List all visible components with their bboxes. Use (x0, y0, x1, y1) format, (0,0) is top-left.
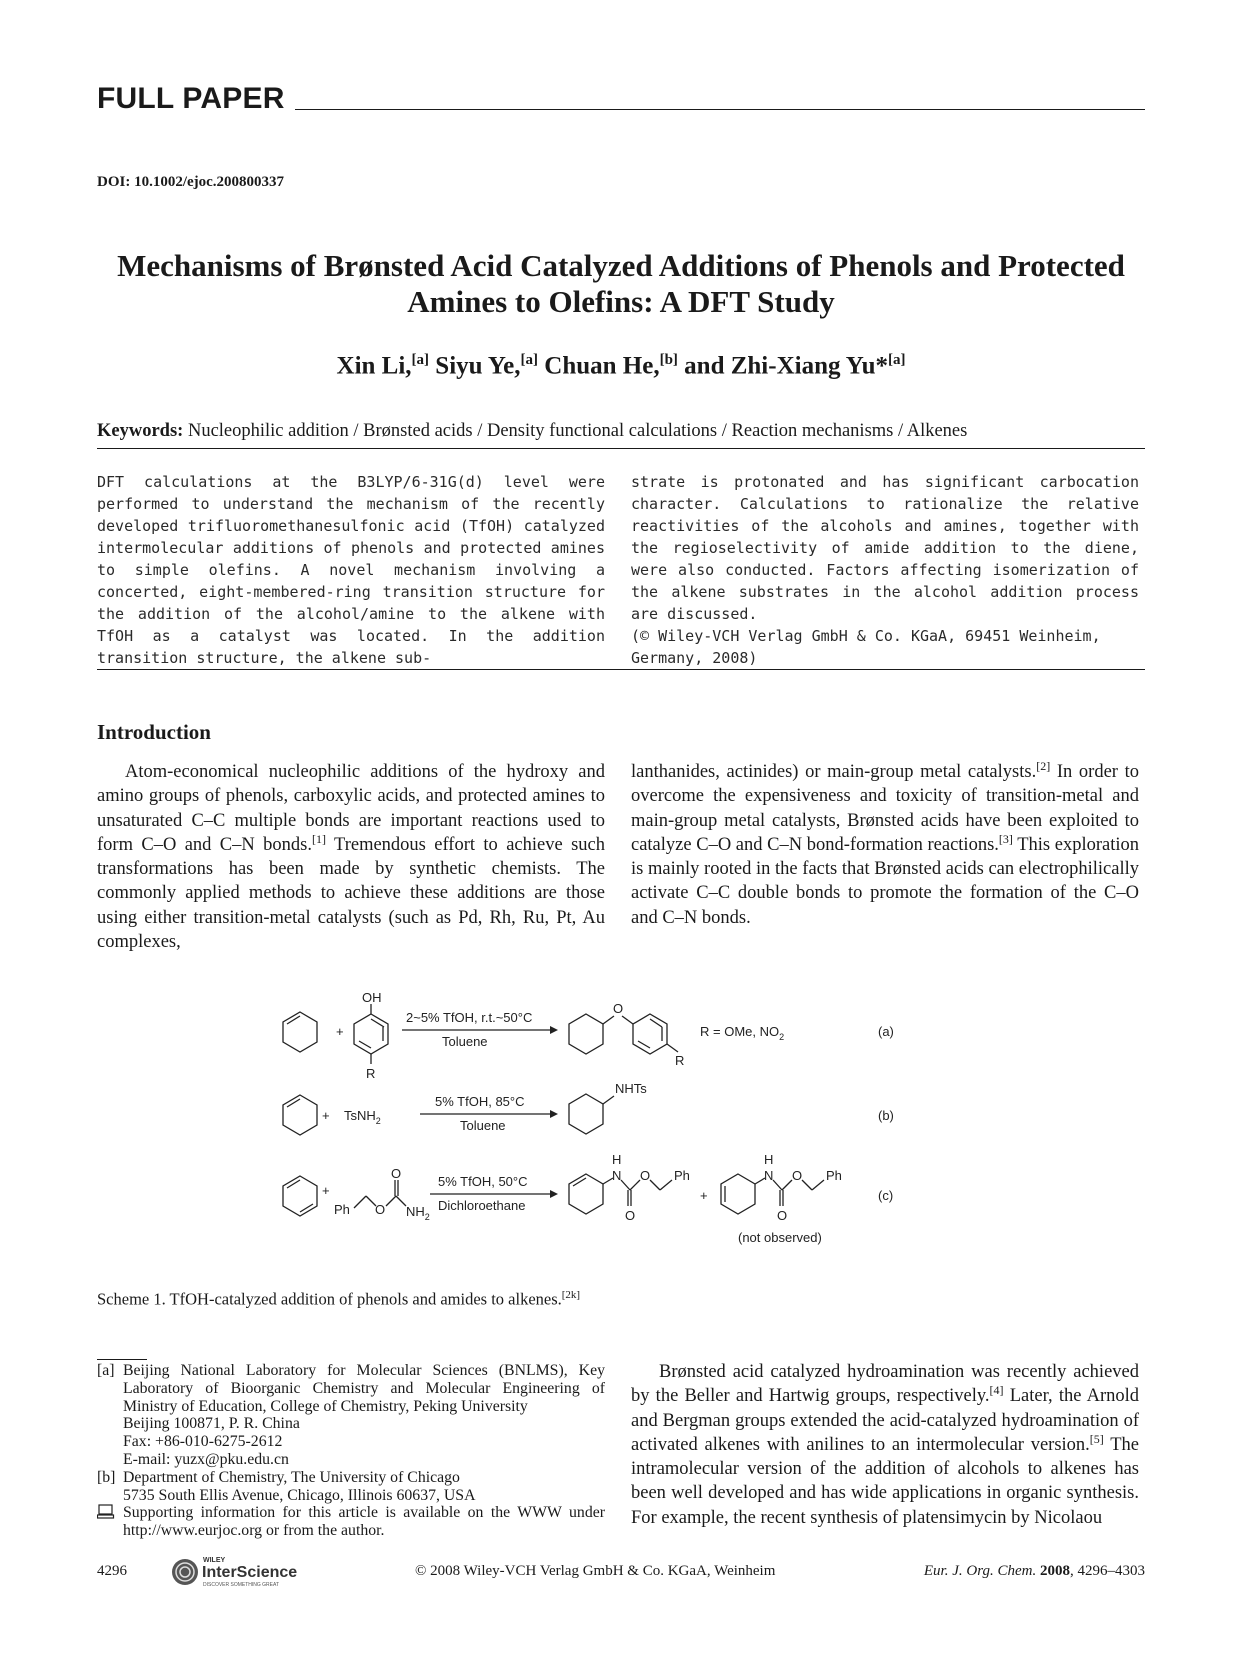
section-header (97, 78, 1145, 114)
page-number: 4296 (97, 1563, 127, 1579)
plus-sign: + (322, 1108, 330, 1123)
citation: [2k] (561, 1289, 581, 1301)
nh2-label: $NH_2$ (406, 1204, 430, 1222)
keywords-label: Keywords: (97, 421, 184, 441)
body-text-span: The intramolecular version of the addition of alcohols to alkenes has been well developed and has wide applications in organic synthesis. For example, the recent synthesis of platensimycin by Nicolaou (631, 1434, 1139, 1528)
email-line: E-mail: yuzx@pku.edu.cn (123, 1450, 289, 1468)
condition-b-top: 5% TfOH, 85°C (435, 1094, 525, 1109)
label-c: (c) (878, 1188, 894, 1203)
r-definition: R = OMe, $NO_2$ (700, 1024, 785, 1042)
condition-c-bottom: Dichloroethane (438, 1198, 526, 1213)
keywords (97, 421, 1147, 442)
o-label: O (391, 1166, 402, 1181)
reaction-scheme (270, 990, 1000, 1275)
abstract-rule (97, 669, 1145, 670)
caption-text: Scheme 1. TfOH-catalyzed addition of phenols and amides to alkenes. (97, 1289, 562, 1309)
footnote-b (97, 1469, 605, 1505)
body-text-span: Atom-economical nucleophilic additions of the hydroxy and amino groups of phenols, carboxylic acids, and protected amines to unsaturated C–C multiple bonds are important reactions used to form C–O and C–N bonds. (97, 762, 605, 855)
h-label: H (612, 1152, 622, 1167)
condition-a-top: 2~5% TfOH, r.t.~50°C (406, 1010, 533, 1025)
author-affiliation: [a] (411, 352, 430, 368)
plus-sign: + (700, 1188, 708, 1203)
journal-year: 2008 (1040, 1563, 1070, 1579)
affiliation-line: Fax: +86-010-6275-2612 (123, 1433, 283, 1451)
affiliation-footnotes (97, 1362, 605, 1540)
abstract-right-text: strate is protonated and has significant carbocation character. Calculations to rationalize the relative reactivities of the alcohols and amines, together with the regioselectivity of amide addition to the diene, were also conducted. Factors affecting isomerization of the alkene substrates in the alcohol addition process are discussed. (631, 473, 1139, 623)
author-name: Siyu Ye, (435, 352, 521, 380)
supporting-info: Supporting information for this article is available on the WWW under http://www.eurjoc.org or from the author. (123, 1504, 605, 1540)
body-text-span: Brønsted acid catalyzed hydroamination was recently achieved by the Beller and Hartwig groups, respectively. (631, 1362, 1139, 1407)
r-label: R (366, 1066, 376, 1081)
n-label: N (612, 1168, 622, 1183)
author-name: and Zhi-Xiang Yu* (684, 352, 888, 380)
ph-label: Ph (334, 1202, 350, 1217)
phenol-ring (354, 1004, 388, 1064)
paper-title: Mechanisms of Brønsted Acid Catalyzed Additions of Phenols and Protected Amines to Olefins: A DFT Study (117, 248, 1125, 319)
introduction-right (631, 760, 1139, 930)
nhts-label: NHTs (615, 1081, 647, 1096)
section-label: FULL PAPER (97, 82, 285, 115)
body-text-span: In order to overcome the expensiveness and toxicity of transition-metal and main-group metal catalysts, Brønsted acids have been exploited to catalyze C–O and C–N bond-formation reactions. (631, 762, 1139, 855)
cyclohexene-b (283, 1095, 317, 1135)
body-text-span: lanthanides, actinides) or main-group metal catalysts. (631, 762, 1037, 782)
interscience-logo (167, 1552, 327, 1592)
author-affiliation: [a] (520, 352, 539, 368)
condition-c-top: 5% TfOH, 50°C (438, 1174, 528, 1189)
svg-text:WILEY: WILEY (203, 1557, 226, 1564)
ph-label: Ph (674, 1168, 690, 1183)
not-observed-label: (not observed) (738, 1230, 822, 1245)
abstract-copyright: (© Wiley-VCH Verlag GmbH & Co. KGaA, 69451 Weinheim, Germany, 2008) (631, 627, 1101, 667)
introduction-left (97, 760, 605, 954)
affiliation-line: Beijing National Laboratory for Molecular Sciences (BNLMS), Key Laboratory of Bioorganic Chemistry and Molecular Engineering of Ministry of Education, College of Chemistry, Peking University (123, 1362, 605, 1415)
ph-label: Ph (826, 1168, 842, 1183)
affiliation-line: Department of Chemistry, The University of Chicago (123, 1468, 460, 1486)
keywords-rule (97, 448, 1145, 449)
journal-citation (924, 1563, 1145, 1580)
condition-b-bottom: Toluene (460, 1118, 506, 1133)
header-rule (295, 109, 1145, 110)
svg-text:DISCOVER SOMETHING GREAT: DISCOVER SOMETHING GREAT (203, 1582, 280, 1588)
label-b: (b) (878, 1108, 894, 1123)
body-text-span: Tremendous effort to achieve such transformations has been made by synthetic chemists. The commonly applied methods to achieve these additions are those using either transition-metal catalysts (such as Pd, Rh, Ru, Pt, Au complexes, (97, 834, 605, 953)
cyclohexadiene (283, 1176, 317, 1216)
footnote-rule (97, 1359, 147, 1360)
scheme-caption (97, 1289, 580, 1310)
computer-icon (97, 1504, 123, 1540)
citation: [2] (1036, 758, 1051, 773)
citation: [1] (311, 831, 326, 846)
citation: [5] (1089, 1431, 1104, 1446)
tsnh2-label: TsNH$_2$ (344, 1108, 381, 1126)
footer-copyright: © 2008 Wiley-VCH Verlag GmbH & Co. KGaA, Weinheim (415, 1563, 776, 1579)
r-label: R (675, 1053, 685, 1068)
abstract-right (631, 471, 1139, 669)
condition-a-bottom: Toluene (442, 1034, 488, 1049)
o-label: O (625, 1208, 636, 1223)
affiliation-line: Beijing 100871, P. R. China (123, 1415, 300, 1433)
affiliation-line: 5735 South Ellis Avenue, Chicago, Illinois 60637, USA (123, 1486, 476, 1504)
oh-label: OH (362, 990, 382, 1005)
journal-pages: , 4296–4303 (1070, 1563, 1145, 1579)
cyclohexene-a (283, 1012, 317, 1052)
o-label: O (792, 1168, 803, 1183)
o-label: O (375, 1202, 386, 1217)
o-label: O (777, 1208, 788, 1223)
author-affiliation: [a] (887, 352, 906, 368)
journal-name: Eur. J. Org. Chem. (923, 1563, 1037, 1579)
doi: DOI: 10.1002/ejoc.200800337 (97, 174, 285, 190)
body-text-span: This exploration is mainly rooted in the facts that Brønsted acids can electrophilically activate C–C double bonds to promote the formation of the C–O and C–N bonds. (631, 834, 1139, 928)
introduction-heading: Introduction (97, 720, 211, 744)
plus-sign: + (322, 1183, 330, 1198)
svg-text:InterScience: InterScience (202, 1564, 298, 1581)
footnote-tag: [a] (97, 1362, 115, 1379)
citation: [3] (998, 831, 1013, 846)
author-name: Xin Li, (336, 352, 412, 380)
o-label: O (640, 1168, 651, 1183)
footnote-a (97, 1362, 605, 1469)
plus-sign: + (336, 1024, 344, 1039)
author-name: Chuan He, (544, 352, 660, 380)
keywords-text: Nucleophilic addition / Brønsted acids / Density functional calculations / Reaction mechanisms / Alkenes (187, 421, 968, 441)
page-footer (97, 1552, 1145, 1592)
body-right-lower (631, 1360, 1139, 1530)
body-text-span: Later, the Arnold and Bergman groups extended the acid-catalyzed hydroamination of activated alkenes with anilines to an intermolecular version. (631, 1386, 1140, 1455)
abstract-left: DFT calculations at the B3LYP/6-31G(d) level were performed to understand the mechanism of the recently developed trifluoromethanesulfonic acid (TfOH) catalyzed intermolecular additions of phenols and protected amines to simple olefins. A novel mechanism involving a concerted, eight-membered-ring transition structure for the addition of the alcohol/amine to the alkene with TfOH as a catalyst was located. In the addition transition structure, the alkene sub- (97, 473, 605, 667)
product-b (569, 1094, 614, 1134)
footnote-tag: [b] (97, 1468, 116, 1486)
author-affiliation: [b] (659, 352, 678, 368)
footnote-si (97, 1504, 605, 1540)
n-label: N (764, 1168, 774, 1183)
product-a (569, 1014, 678, 1054)
label-a: (a) (878, 1024, 894, 1039)
h-label: H (764, 1152, 774, 1167)
citation: [4] (989, 1383, 1004, 1398)
o-label: O (613, 1001, 624, 1016)
author-list (97, 352, 1145, 380)
